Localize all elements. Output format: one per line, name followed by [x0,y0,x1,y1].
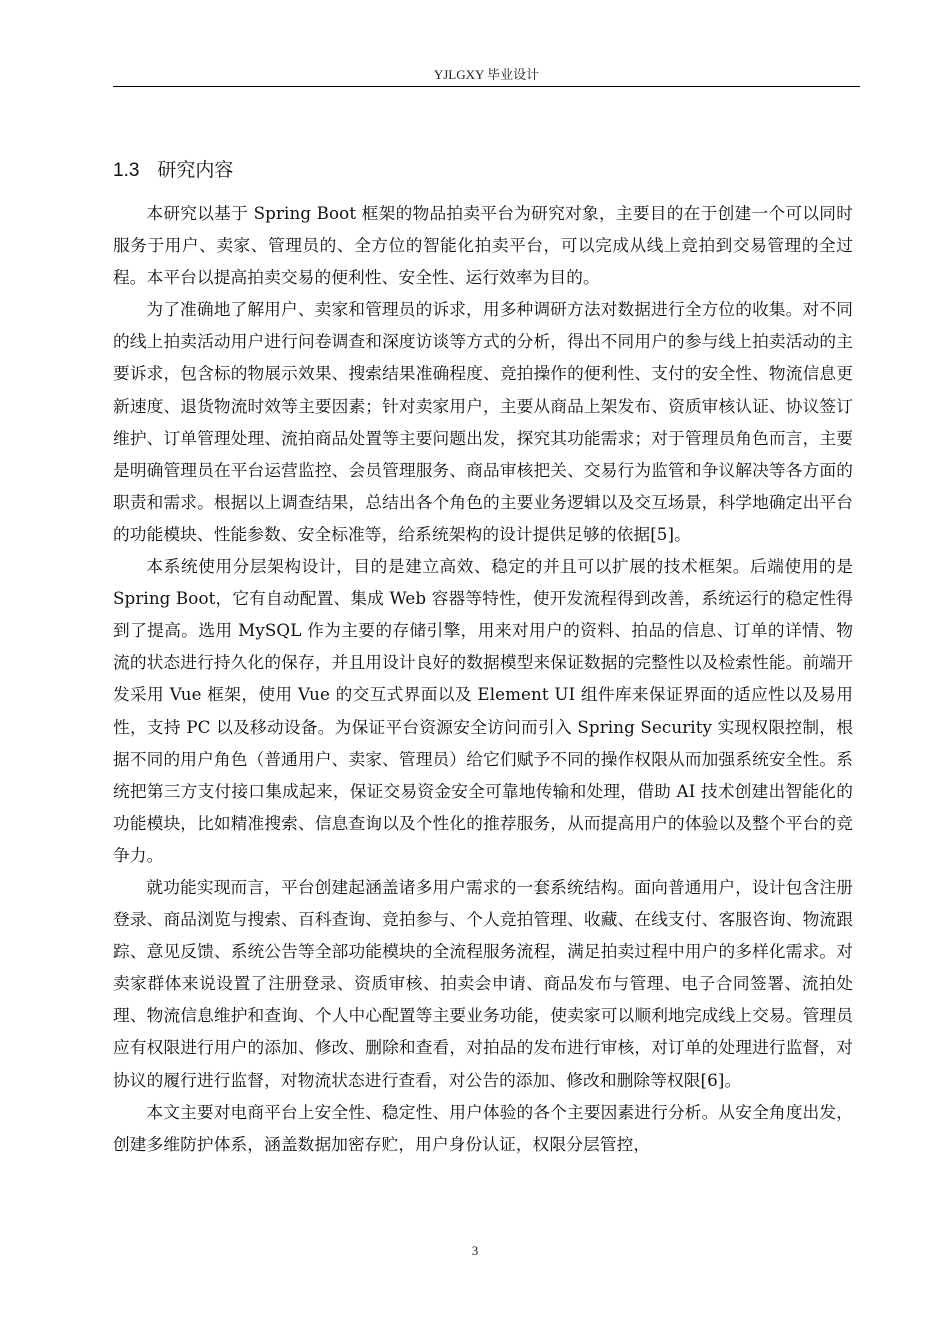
paragraph: 本研究以基于 Spring Boot 框架的物品拍卖平台为研究对象，主要目的在于创建一个可以同时服务于用户、卖家、管理员的、全方位的智能化拍卖平台，可以完成从线上竞拍到交易管理的全过程。本平台以提高拍卖交易的便利性、安全性、运行效率为目的。 [113,203,853,288]
header-rule [113,86,860,87]
paragraph: 为了准确地了解用户、卖家和管理员的诉求，用多种调研方法对数据进行全方位的收集。对不同的线上拍卖活动用户进行问卷调查和深度访谈等方式的分析，得出不同用户的参与线上拍卖活动的主要诉求，包含标的物展示效果、搜索结果准确程度、竞拍操作的便利性、支付的安全性、物流信息更新速度、退货物流时效等主要因素；针对卖家用户，主要从商品上架发布、资质审核认证、协议签订维护、订单管理处理、流拍商品处置等主要问题出发，探究其功能需求；对于管理员角色而言，主要是明确管理员在平台运营监控、会员管理服务、商品审核把关、交易行为监管和争议解决等各方面的职责和需求。根据以上调查结果，总结出各个角色的主要业务逻辑以及交互场景，科学地确定出平台的功能模块、性能参数、安全标准等，给系统架构的设计提供足够的依据[5]。 [113,299,853,544]
section-title: 研究内容 [157,159,234,181]
paragraph: 本系统使用分层架构设计，目的是建立高效、稳定的并且可以扩展的技术框架。后端使用的是 Spring Boot，它有自动配置、集成 Web 容器等特性，使开发流程得到改善，系统运行的稳定性得到了提高。选用 MySQL 作为主要的存储引擎，用来对用户的资料、拍品的信息、订单的详情、物流的状态进行持久化的保存，并且用设计良好的数据模型来保证数据的完整性以及检索性能。前端开发采用 Vue 框架，使用 Vue 的交互式界面以及 Element UI 组件库来保证界面的适应性以及易用性，支持 PC 以及移动设备。为保证平台资源安全访问而引入 Spring Security 实现权限控制，根据不同的用户角色（普通用户、卖家、管理员）给它们赋予不同的操作权限从而加强系统安全性。系统把第三方支付接口集成起来，保证交易资金安全可靠地传输和处理，借助 AI 技术创建出智能化的功能模块，比如精准搜索、信息查询以及个性化的推荐服务，从而提高用户的体验以及整个平台的竞争力。 [113,556,853,865]
section-number: 1.3 [113,160,140,181]
section-heading [113,156,233,185]
body-text [113,197,853,1160]
paragraph: 就功能实现而言，平台创建起涵盖诸多用户需求的一套系统结构。面向普通用户，设计包含注册登录、商品浏览与搜索、百科查询、竞拍参与、个人竞拍管理、收藏、在线支付、客服咨询、物流跟踪、意见反馈、系统公告等全部功能模块的全流程服务流程，满足拍卖过程中用户的多样化需求。对卖家群体来说设置了注册登录、资质审核、拍卖会申请、商品发布与管理、电子合同签署、流拍处理、物流信息维护和查询、个人中心配置等主要业务功能，使卖家可以顺利地完成线上交易。管理员应有权限进行用户的添加、修改、删除和查看，对拍品的发布进行审核，对订单的处理进行监督，对协议的履行进行监督，对物流状态进行查看，对公告的添加、修改和删除等权限[6]。 [113,876,853,1090]
running-header: YJLGXY 毕业设计 [433,67,540,82]
paragraph: 本文主要对电商平台上安全性、稳定性、用户体验的各个主要因素进行分析。从安全角度出发，创建多维防护体系，涵盖数据加密存贮，用户身份认证，权限分层管控， [113,1101,853,1154]
page-number: 3 [471,1243,479,1258]
